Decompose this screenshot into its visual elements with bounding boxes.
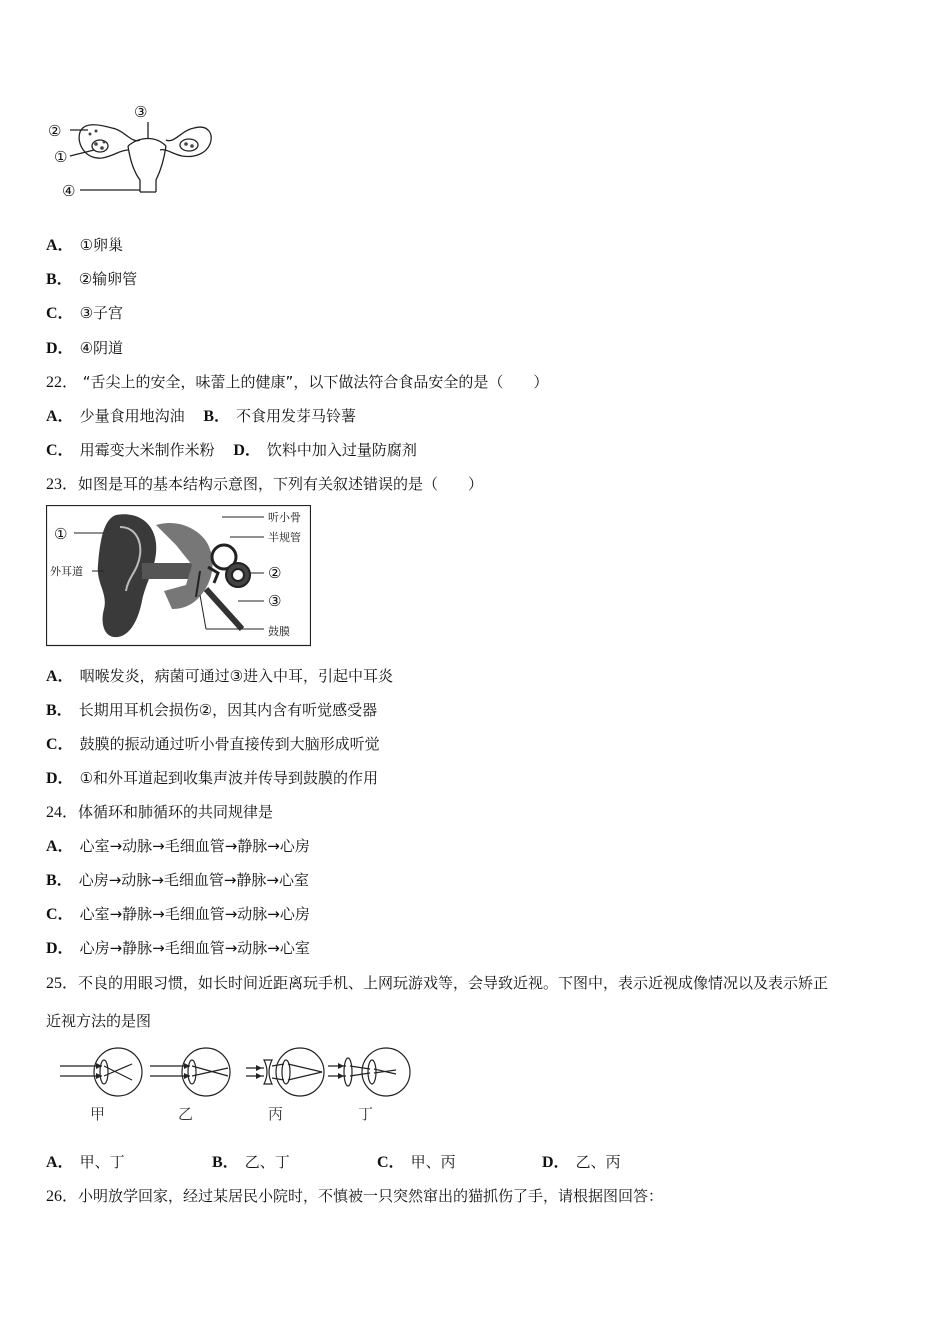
option-text: 不食用发芽马铃薯 bbox=[236, 407, 357, 425]
ear-label-waierdao: 外耳道 bbox=[50, 565, 83, 578]
q25-option-b[interactable] bbox=[212, 1152, 377, 1173]
uterus-label-2: ② bbox=[48, 122, 62, 140]
uterus-label-4: ④ bbox=[62, 182, 76, 200]
option-text: ④阴道 bbox=[79, 339, 124, 357]
q23-option-d[interactable] bbox=[46, 768, 378, 789]
q22-option-c[interactable] bbox=[46, 441, 215, 459]
q24-stem bbox=[46, 802, 273, 823]
q23-option-b[interactable] bbox=[46, 700, 377, 721]
question-number: 23． bbox=[46, 476, 79, 493]
q22-option-b[interactable] bbox=[203, 407, 356, 425]
q21-option-a[interactable] bbox=[46, 235, 123, 256]
option-letter: C． bbox=[377, 1154, 405, 1171]
option-text: 长期用耳机会损伤②，因其内含有听觉感受器 bbox=[78, 701, 378, 719]
option-text: 乙、丁 bbox=[244, 1153, 290, 1171]
option-letter: D． bbox=[233, 442, 261, 459]
q26-stem bbox=[46, 1186, 663, 1207]
option-text: 甲、丁 bbox=[79, 1153, 125, 1171]
option-text: 心室→静脉→毛细血管→动脉→心房 bbox=[79, 905, 310, 923]
q24-option-a[interactable] bbox=[46, 836, 310, 857]
option-text: 心房→静脉→毛细血管→动脉→心室 bbox=[79, 939, 310, 957]
ear-label-2: ② bbox=[268, 564, 282, 582]
option-letter: A． bbox=[46, 668, 74, 685]
question-number: 22． bbox=[46, 374, 79, 391]
uterus-diagram bbox=[44, 100, 214, 204]
option-text: ①和外耳道起到收集声波并传导到鼓膜的作用 bbox=[79, 769, 379, 787]
option-text: 心室→动脉→毛细血管→静脉→心房 bbox=[79, 837, 310, 855]
ear-label-banguiguan: 半规管 bbox=[268, 531, 301, 544]
option-letter: D． bbox=[46, 940, 74, 957]
option-letter: C． bbox=[46, 442, 74, 459]
option-text: 用霉变大米制作米粉 bbox=[79, 441, 215, 459]
question-number: 24． bbox=[46, 804, 79, 821]
q22-options-row-2 bbox=[46, 440, 417, 461]
option-letter: D． bbox=[46, 770, 74, 787]
question-text: 不良的用眼习惯，如长时间近距离玩手机、上网玩游戏等，会导致近视。下图中，表示近视成像情况以及表示矫正 bbox=[78, 974, 829, 992]
question-text: “舌尖上的安全，味蕾上的健康”，以下做法符合食品安全的是（ ） bbox=[78, 373, 549, 391]
q23-option-c[interactable] bbox=[46, 734, 380, 755]
uterus-label-3: ③ bbox=[134, 103, 148, 121]
option-text: 鼓膜的振动通过听小骨直接传到大脑形成听觉 bbox=[79, 735, 380, 753]
option-letter: C． bbox=[46, 305, 74, 322]
option-text: ②输卵管 bbox=[78, 270, 138, 288]
option-letter: A． bbox=[46, 237, 74, 254]
option-letter: A． bbox=[46, 838, 74, 855]
option-letter: B． bbox=[46, 872, 73, 889]
q21-option-c[interactable] bbox=[46, 303, 123, 324]
q25-options bbox=[46, 1152, 621, 1173]
option-letter: C． bbox=[46, 736, 74, 753]
ear-diagram bbox=[46, 505, 311, 647]
question-text: 近视方法的是图 bbox=[46, 1012, 152, 1030]
q21-option-d[interactable] bbox=[46, 338, 123, 359]
q23-option-a[interactable] bbox=[46, 666, 393, 687]
eye-label-ding: 丁 bbox=[358, 1105, 374, 1123]
question-number: 26． bbox=[46, 1188, 79, 1205]
q22-option-a[interactable] bbox=[46, 407, 185, 425]
ear-label-tingxiaogu: 听小骨 bbox=[268, 511, 301, 524]
q24-option-c[interactable] bbox=[46, 904, 310, 925]
question-text: 体循环和肺循环的共同规律是 bbox=[78, 803, 274, 821]
q24-option-d[interactable] bbox=[46, 938, 310, 959]
q22-option-d[interactable] bbox=[233, 441, 417, 459]
option-text: 饮料中加入过量防腐剂 bbox=[266, 441, 417, 459]
eye-diagrams bbox=[56, 1046, 416, 1126]
option-text: 甲、丙 bbox=[410, 1153, 456, 1171]
eye-label-bing: 丙 bbox=[268, 1105, 284, 1123]
question-text: 如图是耳的基本结构示意图，下列有关叙述错误的是（ ） bbox=[78, 475, 484, 493]
q22-options-row-1 bbox=[46, 406, 356, 427]
option-letter: D． bbox=[46, 340, 74, 357]
option-letter: A． bbox=[46, 1154, 74, 1171]
option-letter: D． bbox=[542, 1154, 570, 1171]
ear-label-3: ③ bbox=[268, 592, 282, 610]
uterus-label-1: ① bbox=[54, 148, 68, 166]
option-letter: A． bbox=[46, 408, 74, 425]
option-letter: B． bbox=[203, 408, 231, 425]
question-number: 25． bbox=[46, 975, 79, 992]
q25-stem-line-1 bbox=[46, 973, 828, 994]
ear-label-1: ① bbox=[54, 525, 68, 543]
option-letter: B． bbox=[46, 271, 73, 288]
q25-stem-line-2 bbox=[46, 1011, 151, 1031]
option-letter: C． bbox=[46, 906, 74, 923]
option-text: ③子宫 bbox=[79, 304, 124, 322]
option-text: 心房→动脉→毛细血管→静脉→心室 bbox=[78, 871, 309, 889]
q25-option-a[interactable] bbox=[46, 1152, 212, 1173]
eye-label-jia: 甲 bbox=[90, 1105, 106, 1123]
option-text: ①卵巢 bbox=[79, 236, 124, 254]
eye-label-yi: 乙 bbox=[178, 1105, 194, 1123]
option-text: 少量食用地沟油 bbox=[79, 407, 185, 425]
q25-option-d[interactable] bbox=[542, 1152, 621, 1173]
option-letter: B． bbox=[212, 1154, 239, 1171]
option-text: 咽喉发炎，病菌可通过③进入中耳，引起中耳炎 bbox=[79, 667, 394, 685]
question-text: 小明放学回家，经过某居民小院时，不慎被一只突然窜出的猫抓伤了手，请根据图回答： bbox=[78, 1187, 664, 1205]
q22-stem bbox=[46, 372, 548, 393]
q24-option-b[interactable] bbox=[46, 870, 309, 891]
q23-stem bbox=[46, 474, 483, 495]
q21-option-b[interactable] bbox=[46, 269, 137, 290]
option-letter: B． bbox=[46, 702, 73, 719]
q25-option-c[interactable] bbox=[377, 1152, 542, 1173]
ear-label-gumo: 鼓膜 bbox=[268, 625, 290, 638]
option-text: 乙、丙 bbox=[575, 1153, 621, 1171]
